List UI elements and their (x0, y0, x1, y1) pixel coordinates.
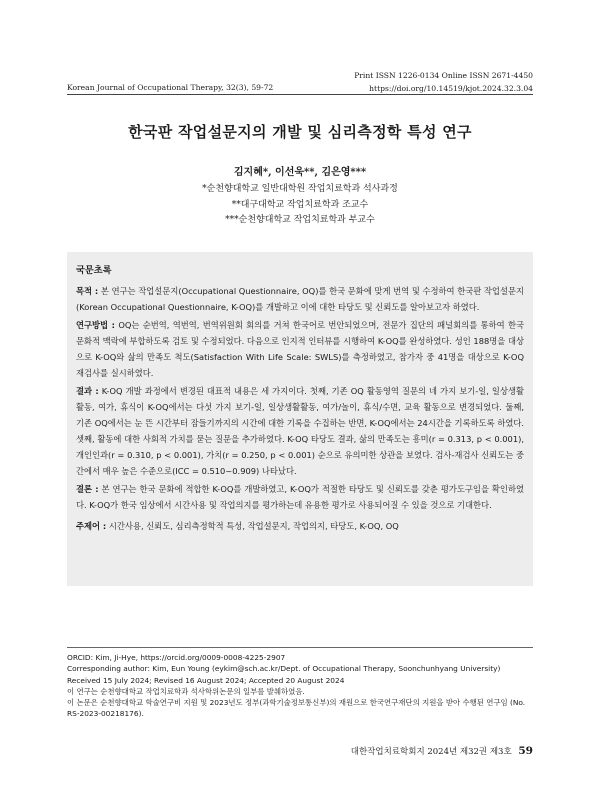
page-number: 59 (518, 745, 533, 757)
methods-text: OQ는 순번역, 역번역, 번역위원회 회의를 거쳐 한국어로 번안되었으며, 전문가 집단의 패널회의를 통하여 한국 문화적 맥락에 부합하도록 검토 및 수정되었다. 다음으로 인지적 인터뷰를 시행하여 K-OQ를 완성하였다. 성인 188명을 대상으로 K-OQ와 삶의 만족도 척도(Satisfaction With Life Scale: SWLS)를 측정하였고, 참가자 중 41명을 대상으로 K-OQ 재검사를 실시하였다. (76, 320, 524, 378)
methods-label: 연구방법 : (76, 320, 115, 330)
purpose-label: 목적 : (76, 286, 99, 296)
issn-line: Print ISSN 1226-0134 Online ISSN 2671-4450 (354, 71, 533, 80)
orcid-note[interactable]: ORCID: Kim, Ji-Hye, https://orcid.org/0009-0008-4225-2907 (67, 653, 286, 662)
purpose-text: 본 연구는 작업설문지(Occupational Questionnaire, OQ)를 한국 문화에 맞게 번역 및 수정하여 한국판 작업설문지(Korean Occupational Questionnaire, K-OQ)를 개발하고 이에 대한 타당도 및 신뢰도를 알아보고자 하였다. (76, 286, 524, 312)
affiliation-2: **대구대학교 작업치료학과 조교수 (231, 199, 369, 210)
abstract-methods (76, 317, 524, 381)
conclusion-label: 결론 : (76, 484, 99, 494)
footnotes (67, 652, 533, 720)
abstract-purpose (76, 283, 524, 315)
author-list: 김지혜*, 이선욱**, 김은영*** (233, 167, 367, 178)
footnote-divider (67, 647, 533, 648)
affiliations (0, 182, 600, 229)
abstract-results (76, 383, 524, 479)
affiliation-1: *순천향대학교 일반대학원 작업치료학과 석사과정 (202, 184, 398, 194)
thesis-note: 이 연구는 순천향대학교 작업치료학과 석사학위논문의 일부를 발췌하였음. (67, 686, 305, 696)
keywords-text: 시간사용, 신뢰도, 심리측정학적 특성, 작업설문지, 작업의지, 타당도, K-OQ, OQ (108, 521, 399, 531)
journal-issue: 대한작업치료학회지 2024년 제32권 제3호 (350, 747, 512, 757)
received-dates-note: Received 15 July 2024; Revised 16 August 2024; Accepted 20 August 2024 (67, 675, 345, 685)
keywords-label: 주제어 : (76, 521, 107, 531)
funding-note: 이 논문은 순천향대학교 학술연구비 지원 및 2023년도 정부(과학기술정보통신부)의 재원으로 한국연구재단의 지원을 받아 수행된 연구임 (No. RS-2023-00218176). (67, 698, 526, 719)
page-footer (351, 745, 533, 757)
paper-title: 한국판 작업설문지의 개발 및 심리측정학 특성 연구 (128, 123, 472, 141)
corresponding-author-note: Corresponding author: Kim, Eun Young (eykim@sch.ac.kr/Dept. of Occupational Therapy, Soonchunhyang University) (67, 664, 501, 674)
abstract-heading: 국문초록 (76, 265, 112, 276)
journal-citation: Korean Journal of Occupational Therapy, 32(3), 59-72 (67, 83, 274, 92)
doi-link[interactable]: https://doi.org/10.14519/kjot.2024.32.3.04 (369, 84, 533, 93)
affiliation-3: ***순천향대학교 작업치료학과 부교수 (225, 215, 375, 225)
results-label: 결과 : (76, 386, 99, 396)
results-text: K-OQ 개발 과정에서 변경된 대표적 내용은 세 가지이다. 첫째, 기존 OQ 활동영역 질문의 네 가지 보기-일, 일상생활활동, 여가, 휴식이 K-OQ에서는 다섯 가지 보기-일, 일상생활활동, 여가/놀이, 휴식/수면, 교육 활동으로 변경되었다. 둘째, 기존 OQ에서는 눈 뜬 시간부터 잠들기까지의 시간에 대한 기록을 수집하는 반면, K-OQ에서는 24시간을 기록하도록 하였다. 셋째, 활동에 대한 사회적 가치를 묻는 질문을 추가하였다. K-OQ 타당도 결과, 삶의 만족도는 흥미(r = 0.313, p < 0.001), 개인인과(r = 0.310, p < 0.001), 가치(r = 0.250, p < 0.001) 순으로 유의미한 상관을 보였다. 검사-재검사 신뢰도는 중간에서 매우 높은 수준으로(ICC = 0.510~0.909) 나타났다. (76, 386, 524, 476)
abstract-box (67, 252, 533, 586)
abstract-conclusion (76, 481, 524, 513)
conclusion-text: 본 연구는 한국 문화에 적합한 K-OQ를 개발하였고, K-OQ가 적절한 타당도 및 신뢰도를 갖춘 평가도구임을 확인하였다. K-OQ가 한국 임상에서 시간사용 및 작업의지를 평가하는데 유용한 평가로 사용되어질 수 있을 것으로 기대한다. (76, 484, 524, 510)
keywords (76, 519, 524, 534)
header-divider (67, 94, 533, 95)
